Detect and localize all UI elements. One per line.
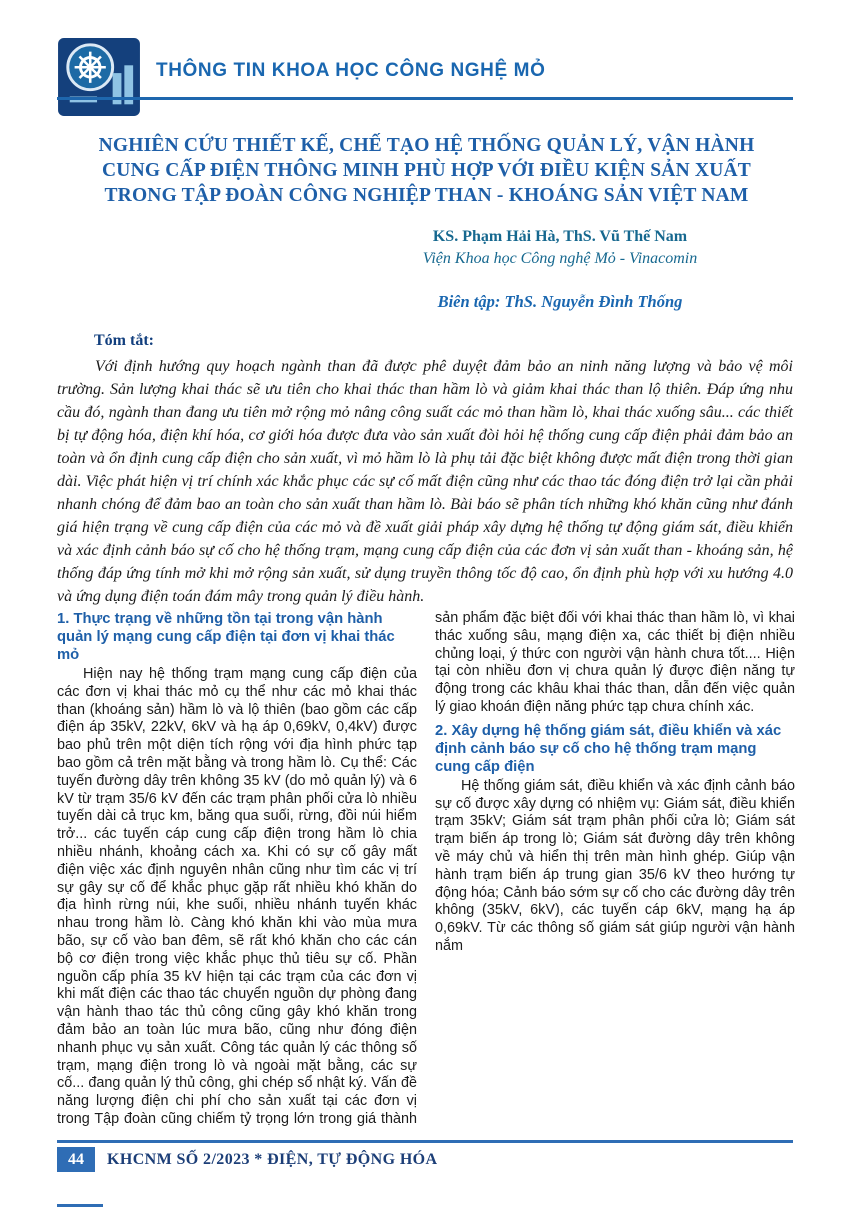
abstract-label: Tóm tắt: [94, 332, 154, 349]
section-1-heading: 1. Thực trạng về những tồn tại trong vận hành quản lý mạng cung cấp điện tại đơn vị khai thác mỏ [57, 611, 395, 663]
footer-journal-info: KHCNM SỐ 2/2023 * ĐIỆN, TỰ ĐỘNG HÓA [107, 1150, 438, 1168]
article-body-columns [57, 610, 795, 1138]
section-2-body: Hệ thống giám sát, điều khiển và xác định cảnh báo sự cố được xây dựng có nhiệm vụ: Giám sát, điều khiển trạm 35kV; Giám sát trạm phân phối cửa lò; Giám sát trạm biến áp trong lò; Giám sát đường dây trên không về máy chủ và hiển thị trên màn hình ghép. Giúp vận hành trạm biến áp trung gian 35/6 kV theo hướng tự động hóa; Cảnh báo sớm sự cố cho các đường dây trên không (35kV, 6kV), các tuyến cáp 6kV, mạng hạ áp 0,69kV. Từ các thông số giám sát giúp người vận hành nắm [435, 777, 795, 954]
journal-title: THÔNG TIN KHOA HỌC CÔNG NGHỆ MỎ [156, 60, 546, 81]
authors-affiliation: Viện Khoa học Công nghệ Mỏ - Vinacomin [422, 250, 698, 267]
editor-line: Biên tập: ThS. Nguyễn Đình Thống [437, 292, 683, 311]
abstract-text: Với định hướng quy hoạch ngành than đã được phê duyệt đảm bảo an ninh năng lượng và bảo vệ môi trường. Sản lượng khai thác sẽ ưu tiên cho khai thác than hầm lò và giảm khai thác than lộ thiên. Đáp ứng nhu cầu đó, ngành than đang ưu tiên mở rộng mỏ nâng công suất các mỏ than hầm lò, khai thác xuống sâu... các thiết bị tự động hóa, điện khí hóa, cơ giới hóa được đưa vào sản xuất đòi hỏi hệ thống cung cấp điện phải đảm bảo an toàn và ổn định cung cấp điện cho sản xuất, vì mỏ hầm lò là phụ tải đặc biệt không được mất điện trong thời gian dài. Việc phát hiện vị trí chính xác khắc phục các sự cố mất điện cũng như các thao tác đóng điện trở lại cần phải nhanh chóng để đảm bao an toàn cho sản xuất than hầm lò. Bài báo sẽ phân tích những khó khăn cũng như đánh giá hiện trạng về cung cấp điện của các mỏ và đề xuất giải pháp xây dựng hệ thống tự động giám sát, điều khiển và xác định cảnh báo sự cố cho hệ thống trạm, mạng cung cấp điện của các đơn vị sản xuất than - khoáng sản, hệ thống đáp ứng tính mở khi mở rộng sản xuất, sử dụng truyền thông tốc độ cao, ổn định phù hợp với xu hướng 4.0 và ứng dụng điện toán đám mây trong quản lý điều hành. [57, 358, 793, 605]
journal-logo-icon [57, 38, 141, 116]
footer-divider [57, 1140, 793, 1143]
article-title [0, 133, 853, 208]
page-number-badge: 44 [57, 1147, 95, 1172]
footer [57, 1147, 437, 1172]
bottom-print-mark [57, 1204, 103, 1207]
section-1-body: Hiện nay hệ thống trạm mạng cung cấp điện của các đơn vị khai thác mỏ cụ thể như các mỏ khai thác than (khoáng sản) hầm lò và lộ thiên (bao gồm các cấp điện áp 35kV, 22kV, 6kV và hạ áp 0,69kV, 0,4kV) được bao phủ trên một diện tích rộng với địa hình phức tạp bao gồm cả trên mặt bằng và trong hầm lò. Cụ thể: Các tuyến đường dây trên không 35 kV (do mỏ quản lý) và 6 kV từ trạm 35/6 kV đến các trạm phân phối cửa lò nhiều tuyến dài cả trục km, băng qua suối, rừng, đồi núi hiểm trở... các tuyến cáp cung cấp điện trong hầm lò chia nhiều nhánh, khoảng cách xa. Khi có sự cố gây mất điện việc xác định nguyên nhân cũng như tìm các vị trí sự gây sự cố để khắc phục gặp rất nhiều khó khăn do địa hình rừng núi, khe suối, nhiều nhánh tuyến khác nhau trong hầm lò. Càng khó khăn khi vào mùa mưa bão, sự cố vào ban đêm, sẽ rất khó khăn cho các cán bộ cơ điện trong việc khắc phục thủ tiêu sự cố. Phần nguồn cấp phía 35 kV hiện tại các trạm của các đơn vị khi mất điện các thao tác chuyển nguồn dự phòng đang vận hành thao tác thủ công cũng gây khó khăn trong đảm bảo an toàn lúc mưa bão, cũng như đóng điện nhanh phục vụ sản xuất. Công tác quản lý các thông số trạm, mạng điện trong lò và ngoài mặt bằng, các sự cố... đang quản lý thủ công, ghi chép sổ nhật ký. Vấn đề năng lượng điện chi phí cho sản xuất tại các đơn vị trong Tập đoàn cũng chiếm tỷ trọng lớn trong giá thành sản phẩm đặc biệt đối với khai thác than hầm lò, vì khai thác xuống sâu, mạng điện xa, các thiết bị điện nhiều chủng loại, ý thức con người vận hành chưa tốt.... Hiện tại còn nhiều đơn vị chưa quản lý được điện năng tự động trong các khâu khai thác than, dẫn đến việc quản lý giao khoán điện năng phức tạp chưa chính xác. [57, 610, 795, 1127]
article-title-line-1: NGHIÊN CỨU THIẾT KẾ, CHẾ TẠO HỆ THỐNG QUẢN LÝ, VẬN HÀNH [98, 135, 755, 156]
header-divider [57, 97, 793, 100]
article-title-line-2: CUNG CẤP ĐIỆN THÔNG MINH PHÙ HỢP VỚI ĐIỀU KIỆN SẢN XUẤT [102, 160, 751, 181]
authors-block [370, 228, 750, 268]
article-title-line-3: TRONG TẬP ĐOÀN CÔNG NGHIỆP THAN - KHOÁNG SẢN VIỆT NAM [104, 185, 749, 206]
authors-names: KS. Phạm Hải Hà, ThS. Vũ Thế Nam [432, 228, 688, 245]
section-2-heading: 2. Xây dựng hệ thống giám sát, điều khiển và xác định cảnh báo sự cố cho hệ thống trạm mạng cung cấp điện [435, 722, 782, 775]
